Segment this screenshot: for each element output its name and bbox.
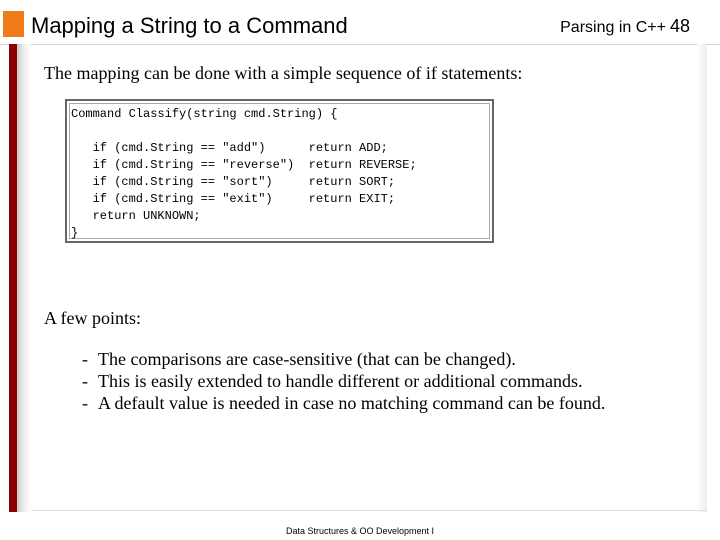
code-line: }	[71, 226, 79, 240]
list-item-text: A default value is needed in case no matching command can be found.	[98, 393, 606, 413]
code-line: Command Classify(string cmd.String) {	[71, 107, 338, 121]
right-shadow	[697, 44, 707, 512]
bottom-divider	[31, 510, 707, 511]
header-divider	[0, 44, 720, 45]
code-line: if (cmd.String == "add") return ADD;	[71, 141, 388, 155]
left-accent-bar	[9, 44, 17, 512]
points-list	[82, 348, 605, 414]
list-item-text: This is easily extended to handle different or additional commands.	[98, 371, 583, 391]
list-item	[82, 392, 605, 414]
dash-bullet: -	[82, 393, 88, 413]
list-item	[82, 348, 605, 370]
code-block	[65, 99, 494, 243]
footer	[0, 526, 720, 536]
list-item-text: The comparisons are case-sensitive (that can be changed).	[98, 349, 516, 369]
left-shadow	[17, 44, 31, 512]
dash-bullet: -	[82, 371, 88, 391]
points-heading: A few points:	[44, 308, 141, 328]
slide-title: Mapping a String to a Command	[31, 13, 348, 38]
list-item	[82, 370, 605, 392]
header-right	[560, 16, 690, 37]
code-line: if (cmd.String == "sort") return SORT;	[71, 175, 396, 189]
code-line: return UNKNOWN;	[71, 209, 201, 223]
footer-text: Data Structures & OO Development I	[285, 526, 435, 536]
title-accent-square	[3, 11, 24, 37]
code-line: if (cmd.String == "reverse") return REVERSE;	[71, 158, 417, 172]
course-topic: Parsing in C++	[560, 19, 666, 36]
code-line: if (cmd.String == "exit") return EXIT;	[71, 192, 396, 206]
intro-text: The mapping can be done with a simple sequence of if statements:	[44, 63, 523, 83]
slide-number: 48	[669, 16, 690, 36]
dash-bullet: -	[82, 349, 88, 369]
